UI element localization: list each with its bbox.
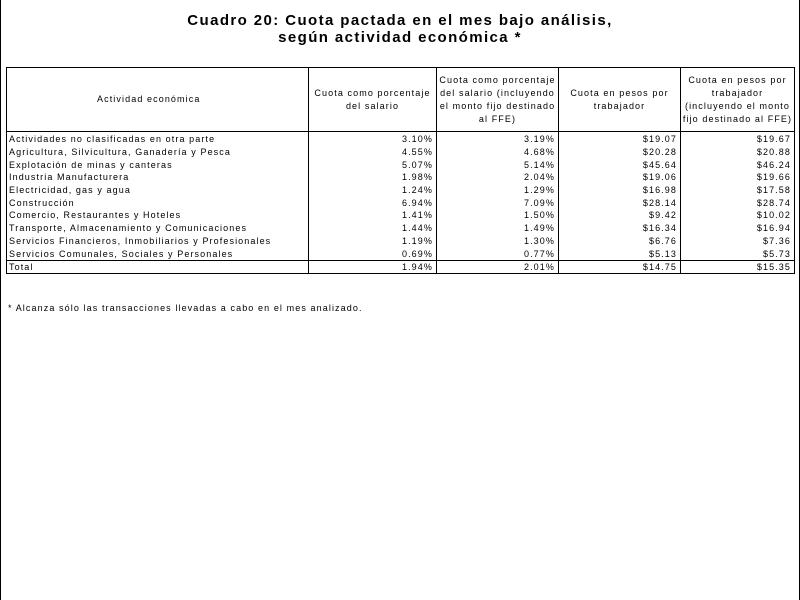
header-cuota-pesos-ffe: Cuota en pesos por trabajador (incluyendo el monto fijo destinado al FFE) bbox=[681, 68, 795, 132]
total-value: 1.94% bbox=[309, 260, 437, 273]
cell-value: 1.98% bbox=[309, 171, 437, 184]
header-cuota-pesos: Cuota en pesos por trabajador bbox=[559, 68, 681, 132]
cell-value: 1.50% bbox=[437, 209, 559, 222]
cell-value: $9.42 bbox=[559, 209, 681, 222]
title-line-2: según actividad económica * bbox=[278, 29, 522, 46]
header-cuota-porcentaje-ffe: Cuota como porcentaje del salario (incluyendo el monto fijo destinado al FFE) bbox=[437, 68, 559, 132]
cell-value: $16.94 bbox=[681, 222, 795, 235]
table-row bbox=[7, 222, 795, 235]
cell-value: 1.41% bbox=[309, 209, 437, 222]
header-cuota-porcentaje: Cuota como porcentaje del salario bbox=[309, 68, 437, 132]
total-value: $15.35 bbox=[681, 260, 795, 273]
cell-value: $5.73 bbox=[681, 247, 795, 260]
cell-value: 1.49% bbox=[437, 222, 559, 235]
cell-value: $45.64 bbox=[559, 158, 681, 171]
table-row bbox=[7, 247, 795, 260]
cell-actividad: Explotación de minas y canteras bbox=[7, 158, 309, 171]
total-value: 2.01% bbox=[437, 260, 559, 273]
cell-value: 0.69% bbox=[309, 247, 437, 260]
cell-value: 6.94% bbox=[309, 196, 437, 209]
cell-actividad: Servicios Comunales, Sociales y Personales bbox=[7, 247, 309, 260]
cell-value: $19.66 bbox=[681, 171, 795, 184]
cell-value: $16.98 bbox=[559, 184, 681, 197]
total-row bbox=[7, 260, 795, 273]
cell-actividad: Actividades no clasificadas en otra parte bbox=[7, 132, 309, 146]
cell-actividad: Servicios Financieros, Inmobiliarios y Profesionales bbox=[7, 235, 309, 248]
table-row bbox=[7, 146, 795, 159]
cell-value: $17.58 bbox=[681, 184, 795, 197]
cell-value: 7.09% bbox=[437, 196, 559, 209]
cell-value: 3.19% bbox=[437, 132, 559, 146]
cell-actividad: Industria Manufacturera bbox=[7, 171, 309, 184]
table-row bbox=[7, 235, 795, 248]
cell-value: $19.67 bbox=[681, 132, 795, 146]
cell-value: $20.28 bbox=[559, 146, 681, 159]
cell-actividad: Transporte, Almacenamiento y Comunicaciones bbox=[7, 222, 309, 235]
quota-table bbox=[6, 67, 795, 274]
table-row bbox=[7, 209, 795, 222]
cell-value: 0.77% bbox=[437, 247, 559, 260]
cell-value: $19.06 bbox=[559, 171, 681, 184]
header-actividad: Actividad económica bbox=[7, 68, 309, 132]
table-row bbox=[7, 196, 795, 209]
cell-value: $28.14 bbox=[559, 196, 681, 209]
footnote: * Alcanza sólo las transacciones llevadas a cabo en el mes analizado. bbox=[8, 303, 363, 313]
table-row bbox=[7, 171, 795, 184]
cell-value: 1.19% bbox=[309, 235, 437, 248]
left-border bbox=[0, 0, 1, 600]
cell-value: $20.88 bbox=[681, 146, 795, 159]
cell-actividad: Construcción bbox=[7, 196, 309, 209]
cell-value: $16.34 bbox=[559, 222, 681, 235]
cell-value: 1.29% bbox=[437, 184, 559, 197]
cell-value: $28.74 bbox=[681, 196, 795, 209]
cell-value: 2.04% bbox=[437, 171, 559, 184]
cell-actividad: Agricultura, Silvicultura, Ganadería y Pesca bbox=[7, 146, 309, 159]
cell-value: $5.13 bbox=[559, 247, 681, 260]
total-label: Total bbox=[7, 260, 309, 273]
cell-value: 1.44% bbox=[309, 222, 437, 235]
cell-value: 3.10% bbox=[309, 132, 437, 146]
total-value: $14.75 bbox=[559, 260, 681, 273]
cell-actividad: Electricidad, gas y agua bbox=[7, 184, 309, 197]
cell-value: $6.76 bbox=[559, 235, 681, 248]
cell-value: 1.24% bbox=[309, 184, 437, 197]
cell-value: $19.07 bbox=[559, 132, 681, 146]
cell-value: $46.24 bbox=[681, 158, 795, 171]
table-row bbox=[7, 132, 795, 146]
cell-value: $7.36 bbox=[681, 235, 795, 248]
page-title bbox=[0, 12, 800, 46]
cell-value: 5.14% bbox=[437, 158, 559, 171]
cell-value: 1.30% bbox=[437, 235, 559, 248]
table-row bbox=[7, 184, 795, 197]
cell-value: $10.02 bbox=[681, 209, 795, 222]
cell-value: 4.68% bbox=[437, 146, 559, 159]
title-line-1: Cuadro 20: Cuota pactada en el mes bajo análisis, bbox=[187, 12, 613, 29]
cell-actividad: Comercio, Restaurantes y Hoteles bbox=[7, 209, 309, 222]
cell-value: 5.07% bbox=[309, 158, 437, 171]
table-header-row bbox=[7, 68, 795, 132]
table-row bbox=[7, 158, 795, 171]
cell-value: 4.55% bbox=[309, 146, 437, 159]
